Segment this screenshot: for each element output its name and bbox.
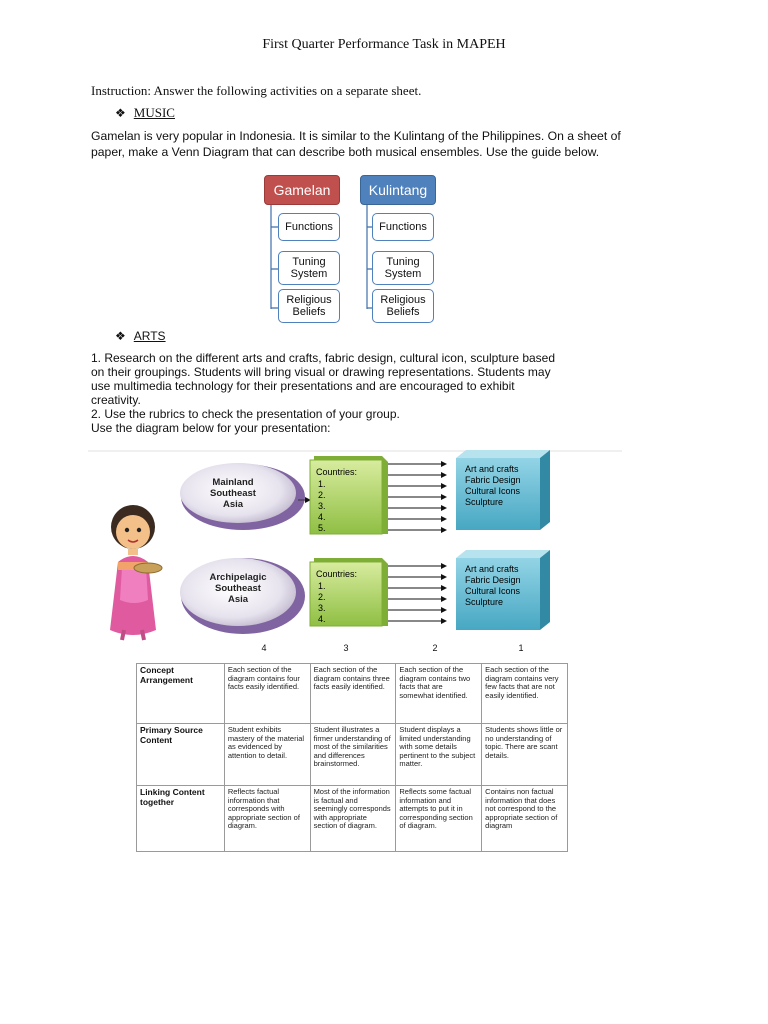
rubric-criterion: Primary Source Content <box>137 724 225 786</box>
mainland-country-2: 2. <box>318 490 326 500</box>
archipelagic-name-line-2: Southeast <box>215 583 261 594</box>
arts-line-5: 2. Use the rubrics to check the presentation of your group. <box>91 407 400 421</box>
rubric-cell: Student illustrates a firmer understanding of most of the similarities and differences brainstormed. <box>310 724 396 786</box>
mainland-cube-item-2: Fabric Design <box>465 475 521 485</box>
mainland-name-line-1: Mainland <box>212 477 254 488</box>
score-4-label: 4 <box>261 643 267 653</box>
mainland-name-line-2: Southeast <box>210 488 256 499</box>
diamond-bullet-icon: ❖ <box>115 329 126 343</box>
arts-line-6: Use the diagram below for your presentation: <box>91 421 331 435</box>
gamelan-tuning-box: Tuning System <box>278 251 340 285</box>
mainland-cube-item-4: Sculpture <box>465 497 504 507</box>
rubric-row <box>137 786 568 852</box>
rubric-cell: Reflects some factual information and attempts to put it in corresponding section of diagram. <box>396 786 482 852</box>
archipelagic-name-line-3: Asia <box>227 594 249 605</box>
rubric-criterion: Concept Arrangement <box>137 664 225 724</box>
kulintang-tuning-box: Tuning System <box>372 251 434 285</box>
rubric-row <box>137 724 568 786</box>
page-title: First Quarter Performance Task in MAPEH <box>262 37 506 52</box>
archipelagic-country-1: 1. <box>318 581 326 591</box>
archipelagic-countries-label: Countries: <box>316 569 358 579</box>
rubric-cell: Student exhibits mastery of the material as evidenced by attention to detail. <box>224 724 310 786</box>
diamond-bullet-icon: ❖ <box>115 106 126 120</box>
rubric-cell: Most of the information is factual and seemingly corresponds with appropriate section of diagram. <box>310 786 396 852</box>
music-paragraph-line-2: paper, make a Venn Diagram that can describe both musical ensembles. Use the guide below. <box>91 145 600 159</box>
arts-line-3: use multimedia technology for their presentations and are encouraged to exhibit <box>91 379 515 393</box>
arts-diagram <box>88 450 622 642</box>
rubric-criterion: Linking Content together <box>137 786 225 852</box>
gamelan-functions-box: Functions <box>278 213 340 241</box>
rubric-cell: Contains non factual information that does not correspond to the appropriate section of diagram <box>482 786 568 852</box>
kulintang-header-box: Kulintang <box>360 175 436 205</box>
score-1-label: 1 <box>518 643 524 653</box>
mainland-cube-item-3: Cultural Icons <box>465 486 521 496</box>
rubric-table <box>136 663 568 852</box>
archipelagic-country-3: 3. <box>318 603 326 613</box>
rubric-cell: Student displays a limited understanding with some details pertinent to the subject matter. <box>396 724 482 786</box>
mainland-country-5: 5. <box>318 523 326 533</box>
rubric-cell: Each section of the diagram contains three facts easily identified. <box>310 664 396 724</box>
gamelan-religious-box: Religious Beliefs <box>278 289 340 323</box>
archipelagic-cube-item-4: Sculpture <box>465 597 504 607</box>
mainland-country-4: 4. <box>318 512 326 522</box>
arts-line-4: creativity. <box>91 393 141 407</box>
archipelagic-cube-item-3: Cultural Icons <box>465 586 521 596</box>
gamelan-header-box: Gamelan <box>264 175 340 205</box>
rubric-cell: Each section of the diagram contains two facts that are somewhat identified. <box>396 664 482 724</box>
mainland-cube-item-1: Art and crafts <box>465 464 519 474</box>
music-tree-diagram <box>264 175 444 325</box>
arts-line-1: 1. Research on the different arts and crafts, fabric design, cultural icon, sculpture based <box>91 351 556 365</box>
score-2-label: 2 <box>432 643 438 653</box>
archipelagic-country-4: 4. <box>318 614 326 624</box>
archipelagic-cube-item-1: Art and crafts <box>465 564 519 574</box>
rubric-cell: Reflects factual information that corresponds with appropriate section of diagram. <box>224 786 310 852</box>
arts-heading-row <box>115 327 166 345</box>
music-heading-row <box>115 104 175 122</box>
archipelagic-name-line-1: Archipelagic <box>209 572 267 583</box>
mainland-name-line-3: Asia <box>222 499 244 510</box>
music-paragraph-line-1: Gamelan is very popular in Indonesia. It is similar to the Kulintang of the Philippines. On a sheet of <box>91 129 621 143</box>
music-heading: MUSIC <box>133 105 175 120</box>
girl-illustration <box>110 505 162 640</box>
rubric-cell: Each section of the diagram contains very few facts that are not easily identified. <box>482 664 568 724</box>
rubric-score-header <box>136 643 568 655</box>
mainland-country-3: 3. <box>318 501 326 511</box>
archipelagic-country-2: 2. <box>318 592 326 602</box>
kulintang-functions-box: Functions <box>372 213 434 241</box>
kulintang-religious-box: Religious Beliefs <box>372 289 434 323</box>
score-3-label: 3 <box>343 643 349 653</box>
archipelagic-group <box>180 550 550 634</box>
rubric-cell: Students shows little or no understanding of topic. There are scant details. <box>482 724 568 786</box>
rubric-cell: Each section of the diagram contains four facts easily identified. <box>224 664 310 724</box>
mainland-countries-label: Countries: <box>316 467 358 477</box>
mainland-group <box>180 450 550 534</box>
rubric-row <box>137 664 568 724</box>
archipelagic-cube-item-2: Fabric Design <box>465 575 521 585</box>
instruction-text: Instruction: Answer the following activities on a separate sheet. <box>91 83 422 98</box>
arts-heading: ARTS <box>133 329 166 343</box>
arts-line-2: on their groupings. Students will bring visual or drawing representations. Students may <box>91 365 551 379</box>
mainland-country-1: 1. <box>318 479 326 489</box>
